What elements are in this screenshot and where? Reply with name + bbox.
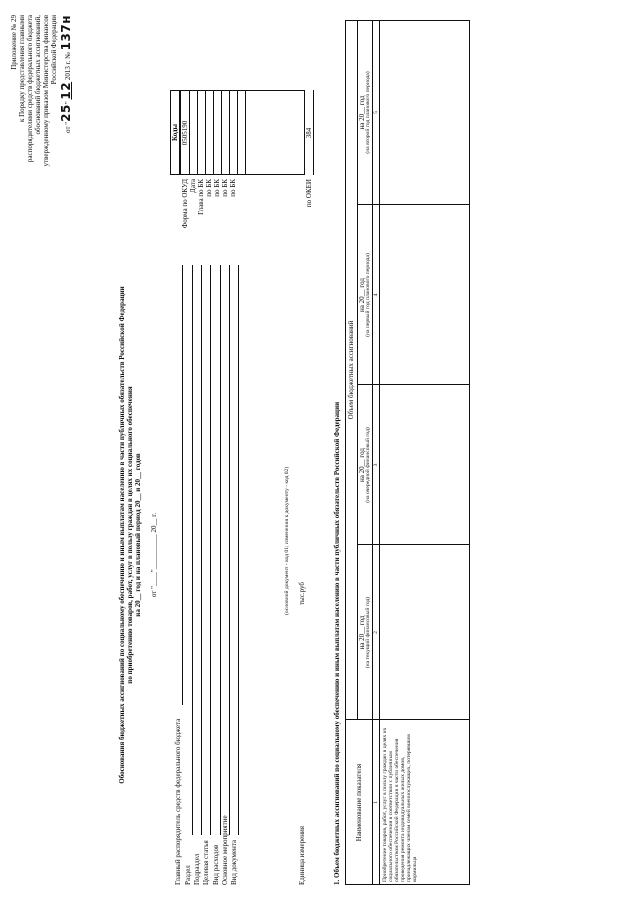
appendix-line3: обоснований бюджетных ассигнований, bbox=[34, 15, 42, 135]
table-col-name-header: Наименование показателя bbox=[355, 763, 363, 842]
table-col-number: 3 bbox=[373, 463, 379, 467]
appendix-block bbox=[10, 15, 72, 245]
table-group-header: Объем бюджетных ассигнований bbox=[347, 320, 355, 420]
code-label: по ОКЕИ bbox=[305, 179, 313, 208]
doc-type-note: (основной документ - код 01; изменения к документу - код 02) bbox=[284, 466, 290, 615]
table-col-number: 1 bbox=[373, 801, 379, 804]
codes-header-cell bbox=[170, 90, 180, 175]
appendix-date-month: 12 bbox=[59, 81, 73, 100]
table-col-number: 5 bbox=[373, 111, 379, 114]
code-label: Глава по БК bbox=[197, 179, 205, 215]
title-line3: на 20__ год и на плановый период 20__ и 20__ годов bbox=[134, 453, 142, 617]
field-underline bbox=[192, 265, 193, 835]
field-label: Раздел bbox=[184, 865, 192, 885]
appendix-line4: утвержденному приказом Министерства финансов bbox=[42, 15, 50, 167]
field-label: Подраздел bbox=[193, 853, 201, 885]
appendix-date-line bbox=[60, 15, 72, 245]
field-label: Вид документа bbox=[230, 839, 238, 885]
appendix-title: Приложение № 29 bbox=[10, 15, 18, 70]
code-label: по БК bbox=[213, 179, 221, 197]
table-col-number: 4 bbox=[373, 293, 379, 297]
field-label: Единица измерения bbox=[298, 826, 306, 885]
field-underline bbox=[229, 265, 230, 835]
section1-title: 1. Объем бюджетных ассигнований по социальному обеспечению и иным выплатам населению в части публичных обязательств Российской Федерации bbox=[333, 401, 341, 885]
table-col-year: на 20__ год bbox=[358, 278, 366, 312]
document-date: от "____"__________ 20__ г. bbox=[150, 512, 158, 598]
codes-header: Коды bbox=[171, 123, 179, 142]
appendix-order-no: 137н bbox=[59, 15, 73, 51]
appendix-line5: Российской Федерации bbox=[50, 15, 58, 85]
field-underline bbox=[238, 265, 239, 835]
code-value: 384 bbox=[305, 127, 313, 139]
field-label: Основное мероприятие bbox=[221, 815, 229, 885]
field-label: Целевая статья bbox=[202, 840, 210, 885]
table-row-text: Приобретение товаров, работ, услуг в пользу граждан в целях их социального обеспечения в соответствии с публичным обязательством Российской Федерации в части обеспечения проведения ремонта индивидуальных жилых домов, принадлежащих членам семей военнослужащих, потерявшим кормильца bbox=[382, 727, 418, 882]
codes-box bbox=[180, 90, 305, 175]
appendix-date-prefix: от " bbox=[64, 121, 72, 133]
table-col-desc: (на второй год планового периода) bbox=[365, 71, 371, 154]
table-number-divider bbox=[379, 20, 380, 885]
code-label: Дата bbox=[189, 179, 197, 193]
code-row-divider bbox=[221, 90, 222, 175]
field-label: Главный распорядитель средств федерального бюджета bbox=[174, 718, 182, 885]
field-underline bbox=[182, 265, 183, 705]
code-row-divider bbox=[205, 90, 206, 175]
code-value: 0505190 bbox=[181, 120, 189, 146]
code-row-divider bbox=[213, 90, 214, 175]
table-col-year: на 20__ год bbox=[358, 448, 366, 482]
code-row-divider bbox=[313, 90, 314, 175]
code-label: по БК bbox=[221, 179, 229, 197]
code-label: Форма по ОКУД bbox=[181, 179, 189, 229]
table-col-desc: (на первый год планового периода) bbox=[365, 253, 371, 337]
appendix-date-mid: " bbox=[64, 101, 72, 105]
title-line2: по приобретению товаров, работ, услуг в пользу граждан в целях их социального обеспечения bbox=[126, 386, 134, 684]
appendix-date-year: 2013 г. № bbox=[64, 52, 72, 81]
appendix-date-day: 25 bbox=[59, 104, 73, 122]
table-col-year: на 20__ год bbox=[358, 95, 366, 130]
code-row-divider bbox=[245, 90, 246, 175]
code-row-divider bbox=[237, 90, 238, 175]
document-title bbox=[118, 185, 142, 885]
code-row-divider bbox=[197, 90, 198, 175]
field-label: Вид расходов bbox=[212, 844, 220, 885]
appendix-line2: распорядителями средств федерального бюджета bbox=[26, 15, 34, 163]
table-col-desc: (на текущий финансовый год) bbox=[365, 596, 371, 669]
field-underline bbox=[210, 265, 211, 835]
code-row-divider bbox=[189, 90, 190, 175]
table-col-number: 2 bbox=[373, 631, 379, 634]
table-col-desc: (на очередной финансовый год) bbox=[365, 427, 371, 503]
field-underline bbox=[220, 265, 221, 835]
field-underline bbox=[201, 265, 202, 835]
code-label: по БК bbox=[205, 179, 213, 197]
appendix-line1: к Порядку представления главными bbox=[18, 15, 26, 123]
code-label: по БК bbox=[229, 179, 237, 197]
unit-value: тыс.руб bbox=[298, 582, 306, 605]
table-col-year: на 20__ год bbox=[358, 615, 366, 650]
title-line1: Обоснования бюджетных ассигнований по социальному обеспечению и иным выплатам населению в части публичных обязательств Российской Федерации bbox=[118, 286, 126, 784]
code-row-divider bbox=[229, 90, 230, 175]
